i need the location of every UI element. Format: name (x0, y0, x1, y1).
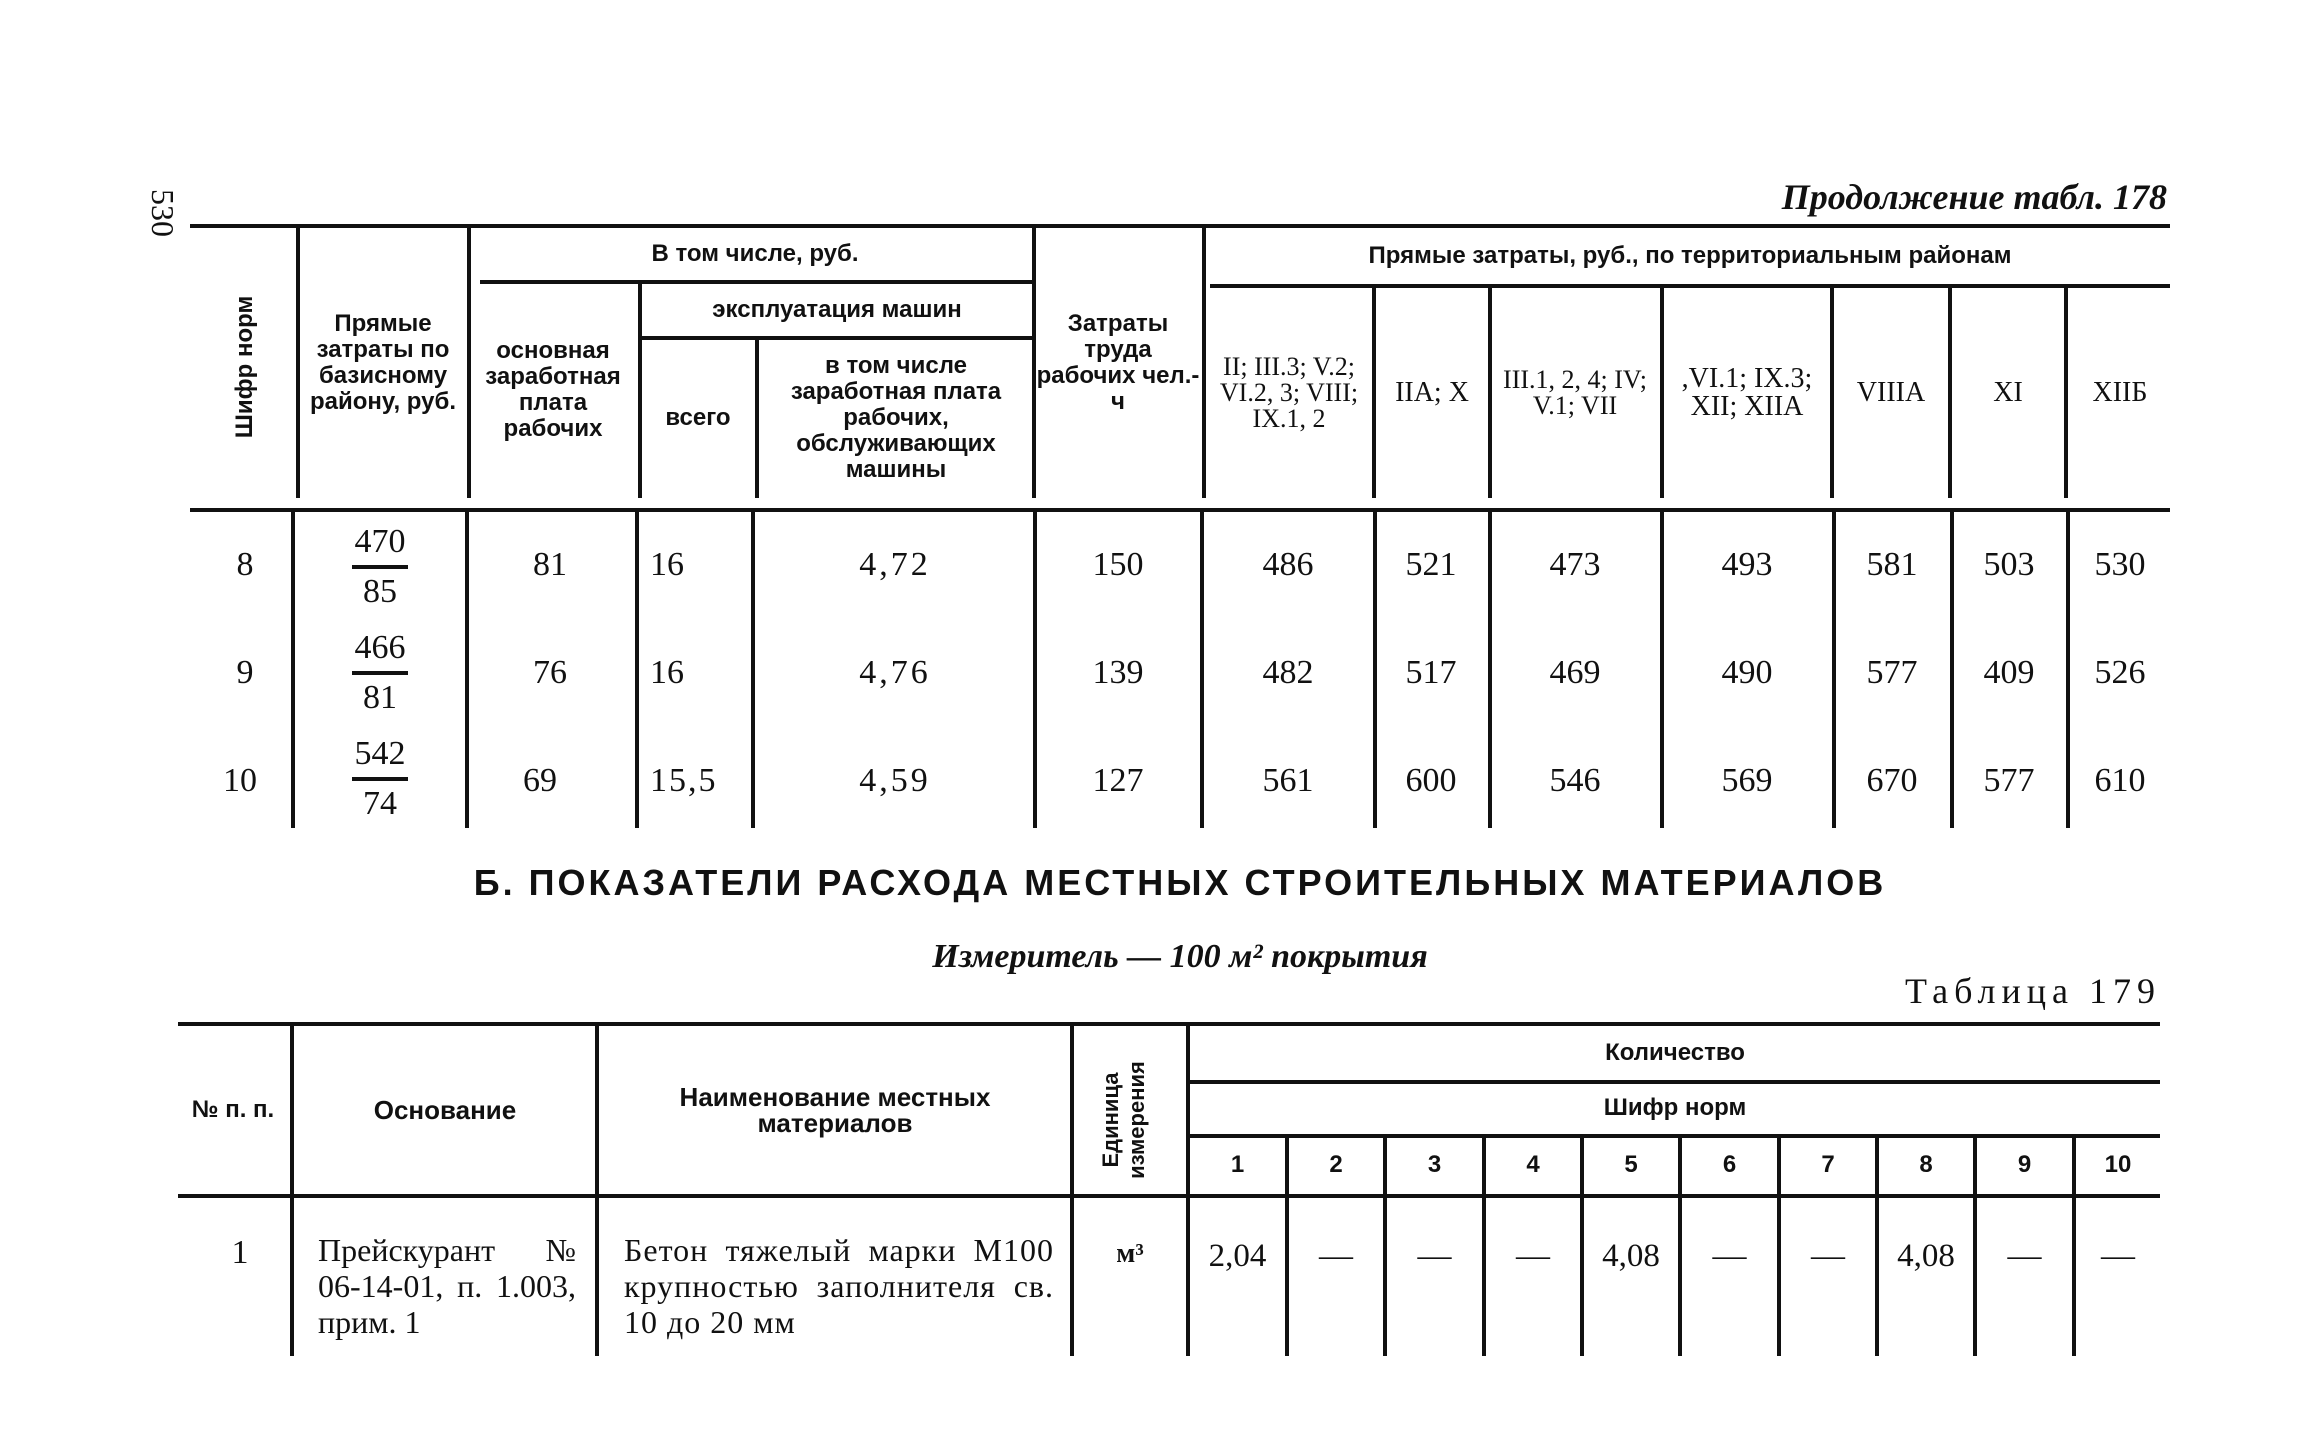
header-basis: Основание (373, 1095, 517, 1125)
header-region-5: VIIIА (1856, 377, 1926, 408)
row-val-6: — (1712, 1237, 1747, 1274)
fraction-bottom: 81 (363, 679, 397, 716)
row-region-5: 577 (1866, 654, 1918, 691)
row-region-7: 610 (2094, 762, 2146, 799)
row-wages: 69 (523, 762, 557, 799)
header-direct-base: Прямые затраты по базисному району, руб. (310, 310, 456, 415)
row-region-1: 561 (1262, 762, 1314, 799)
header-quantity: Количество (1605, 1039, 1745, 1066)
fraction (300, 726, 460, 832)
fraction-line (352, 671, 408, 675)
row-machines-total: 15,5 (650, 762, 718, 799)
header-regions-title: Прямые затраты, руб., по территориальным районам (1368, 242, 2012, 269)
row-region-3: 469 (1549, 654, 1601, 691)
page-number: 530 (145, 189, 181, 237)
row-val-7: — (1811, 1237, 1845, 1274)
row-code: 10 (223, 762, 257, 799)
row-wages: 81 (533, 546, 567, 583)
fraction-top: 542 (354, 735, 406, 772)
row-region-2: 521 (1405, 546, 1457, 583)
header-incl: В том числе, руб. (651, 240, 859, 267)
row-val-3: — (1417, 1237, 1452, 1274)
row-basis: Прейскурант № 06-14-01, п. 1.003, прим. 1 (318, 1232, 576, 1340)
fraction (300, 620, 460, 726)
fraction-line (352, 565, 408, 569)
header-region-6: XI (1993, 377, 2023, 408)
row-no: 1 (231, 1234, 249, 1271)
header-col-8: 8 (1919, 1151, 1933, 1178)
row-region-7: 530 (2094, 546, 2146, 583)
row-labor: 139 (1092, 654, 1144, 691)
header-col-10: 10 (2104, 1151, 2132, 1178)
row-val-8: 4,08 (1897, 1237, 1955, 1274)
row-region-4: 569 (1721, 762, 1773, 799)
row-region-2: 600 (1405, 762, 1457, 799)
row-region-7: 526 (2094, 654, 2146, 691)
fraction-top: 470 (354, 523, 406, 560)
row-region-2: 517 (1405, 654, 1457, 691)
header-region-3: III.1, 2, 4; IV; V.1; VII (1503, 365, 1647, 420)
header-labor: Затраты труда рабочих чел.-ч (1036, 310, 1200, 415)
header-machines-total: всего (665, 404, 731, 431)
header-col-6: 6 (1722, 1151, 1737, 1178)
row-region-6: 409 (1983, 654, 2035, 691)
header-col-9: 9 (2017, 1151, 2032, 1178)
header-region-2: IIА; X (1395, 377, 1469, 408)
header-machines-wages: в том числе заработная плата рабочих, обслуживающих машины (790, 352, 1002, 483)
header-codes: Шифр норм (1603, 1094, 1747, 1121)
header-col-1: 1 (1230, 1151, 1245, 1178)
section-title: Б. ПОКАЗАТЕЛИ РАСХОДА МЕСТНЫХ СТРОИТЕЛЬНЫХ МАТЕРИАЛОВ (473, 862, 1887, 903)
row-region-3: 546 (1549, 762, 1601, 799)
header-region-1: II; III.3; V.2; VI.2, 3; VIII; IX.1, 2 (1219, 352, 1359, 433)
row-unit: м³ (1116, 1238, 1144, 1269)
header-col-2: 2 (1329, 1151, 1343, 1178)
header-col-4: 4 (1526, 1151, 1540, 1178)
row-region-1: 486 (1262, 546, 1314, 583)
header-machines: эксплуатация машин (712, 296, 962, 323)
fraction-top: 466 (354, 629, 406, 666)
row-val-2: — (1319, 1237, 1353, 1274)
row-val-5: 4,08 (1602, 1237, 1660, 1274)
row-region-4: 490 (1721, 654, 1773, 691)
header-wages: основная заработная плата рабочих (485, 337, 621, 442)
header-name: Наименование местных материалов (679, 1082, 991, 1138)
row-val-10: — (2101, 1237, 2135, 1274)
table-179-label: Таблица 179 (1905, 971, 2161, 1011)
fraction-bottom: 74 (363, 785, 397, 822)
header-col-7: 7 (1821, 1151, 1835, 1178)
row-region-6: 503 (1983, 546, 2035, 583)
row-machines-total: 16 (650, 654, 684, 691)
row-region-6: 577 (1983, 762, 2035, 799)
row-machines-wages: 4,59 (859, 762, 931, 799)
measure-caption: Измеритель — 100 м² покрытия (932, 938, 1428, 975)
fraction (300, 514, 460, 620)
row-val-9: — (2007, 1237, 2042, 1274)
row-code: 8 (236, 546, 254, 583)
header-unit: Единица измерения (1098, 1061, 1149, 1179)
row-val-4: — (1516, 1237, 1550, 1274)
row-region-5: 670 (1866, 762, 1918, 799)
row-code: 9 (236, 654, 254, 691)
row-labor: 150 (1092, 546, 1144, 583)
header-code: Шифр норм (231, 295, 258, 439)
header-col-3: 3 (1427, 1151, 1442, 1178)
header-no: № п. п. (191, 1096, 275, 1123)
row-region-3: 473 (1549, 546, 1601, 583)
header-col-5: 5 (1624, 1151, 1638, 1178)
row-name: Бетон тяжелый марки М100 крупностью заполнителя св. 10 до 20 мм (624, 1232, 1054, 1340)
header-region-4: ,VI.1; IX.3; XII; XIIА (1681, 363, 1813, 422)
header-region-7: XIIБ (2092, 377, 2148, 408)
continuation-title: Продолжение табл. 178 (1781, 177, 2167, 217)
row-region-4: 493 (1721, 546, 1773, 583)
row-region-5: 581 (1866, 546, 1918, 583)
row-machines-total: 16 (650, 546, 684, 583)
row-wages: 76 (533, 654, 567, 691)
fraction-line (352, 777, 408, 781)
row-region-1: 482 (1262, 654, 1314, 691)
row-machines-wages: 4,72 (859, 546, 931, 583)
row-val-1: 2,04 (1208, 1237, 1267, 1274)
row-machines-wages: 4,76 (859, 654, 931, 691)
fraction-bottom: 85 (363, 573, 397, 610)
row-labor: 127 (1092, 762, 1144, 799)
